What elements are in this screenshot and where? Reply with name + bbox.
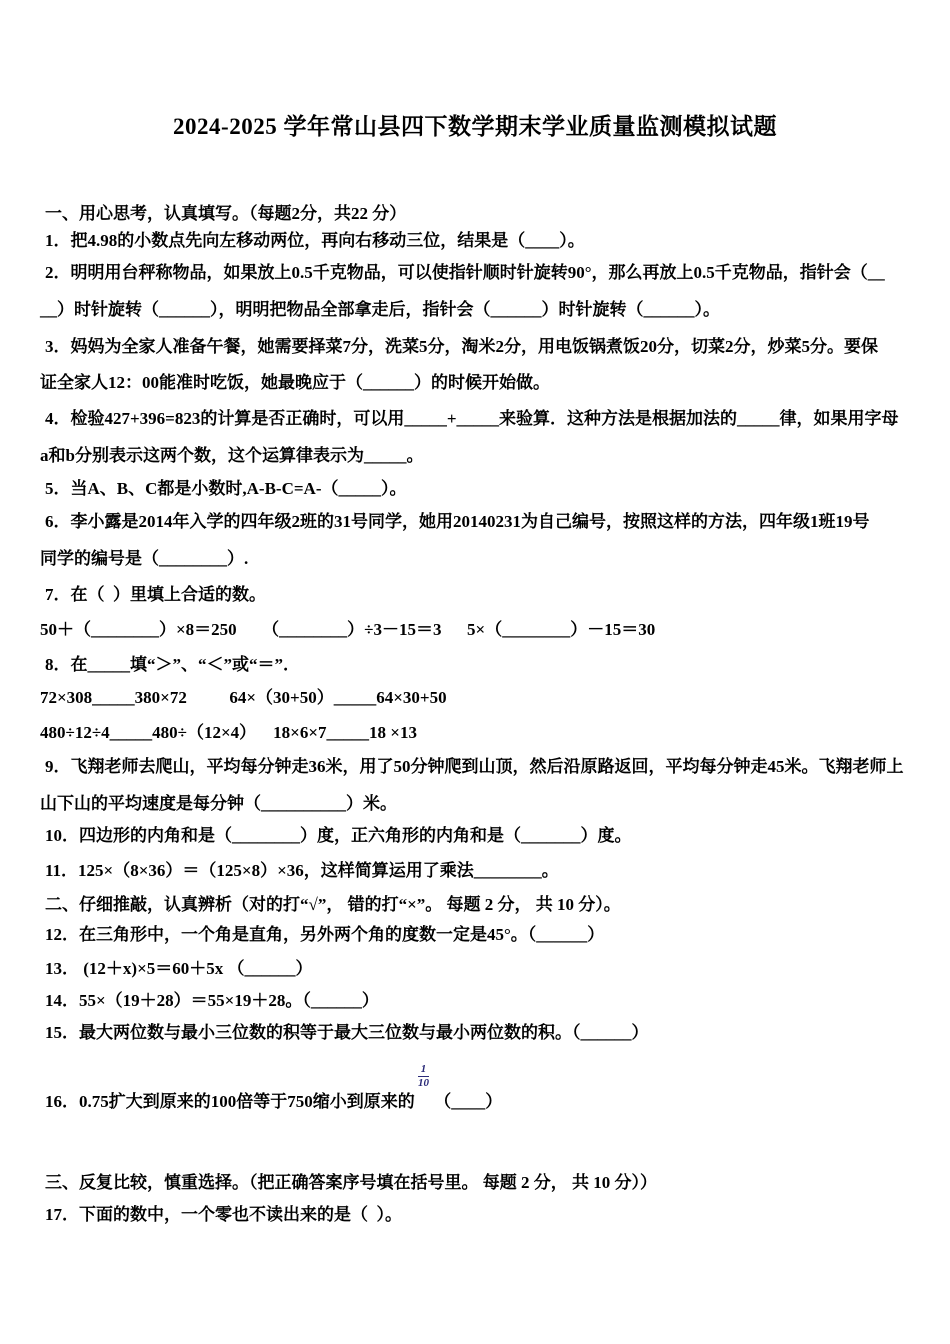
question-17: 17．下面的数中，一个零也不读出来的是（ ）。 (45, 1205, 402, 1224)
question-2-line-2: __）时针旋转（______），明明把物品全部拿走后，指针会（______）时针旋转（______）。 (40, 300, 720, 319)
exam-title: 2024-2025 学年常山县四下数学期末学业质量监测模拟试题 (173, 114, 777, 139)
question-9-line-1: 9．飞翔老师去爬山，平均每分钟走36米，用了50分钟爬到山顶，然后沿原路返回，平均每分钟走45米。飞翔老师上 (45, 757, 904, 776)
question-3-line-1: 3．妈妈为全家人准备午餐，她需要择菜7分，洗菜5分，淘米2分，用电饭锅煮饭20分，切菜2分，炒菜5分。要保 (45, 337, 878, 356)
question-4-line-2: a和b分别表示这两个数，这个运算律表示为_____。 (40, 446, 424, 465)
question-8-line-2: 480÷12÷4_____480÷（12×4） 18×6×7_____18 ×13 (40, 723, 417, 742)
question-1: 1．把4.98的小数点先向左移动两位，再向右移动三位，结果是（____）。 (45, 231, 585, 250)
question-16-fraction (418, 1064, 430, 1089)
question-8-line-1: 72×308_____380×72 64×（30+50）_____64×30+50 (40, 688, 447, 707)
fraction-numerator: 1 (418, 1064, 430, 1077)
fraction-denominator: 10 (418, 1077, 429, 1089)
question-11: 11．125×（8×36）＝（125×8）×36，这样简算运用了乘法________。 (45, 861, 559, 880)
question-13: 13． (12＋x)×5＝60＋5x （______） (45, 959, 313, 978)
question-4-line-1: 4．检验427+396=823的计算是否正确时，可以用_____+_____来验算．这种方法是根据加法的_____律，如果用字母 (45, 409, 899, 428)
section-3-header: 三、反复比较，慎重选择。（把正确答案序号填在括号里。 每题 2 分， 共 10 分）） (45, 1173, 657, 1192)
question-15: 15．最大两位数与最小三位数的积等于最大三位数与最小两位数的积。（______） (45, 1023, 649, 1042)
question-6-line-2: 同学的编号是（________）. (40, 549, 249, 568)
question-16-suffix: （____） (434, 1092, 503, 1111)
section-1-header: 一、用心思考，认真填写。（每题2分，共22 分） (45, 204, 407, 223)
question-14: 14．55×（19＋28）＝55×19＋28。（______） (45, 991, 379, 1010)
question-12: 12．在三角形中，一个角是直角，另外两个角的度数一定是45°。（______） (45, 925, 605, 944)
question-16-prefix: 16．0.75扩大到原来的100倍等于750缩小到原来的 (45, 1092, 415, 1111)
question-16 (45, 1063, 503, 1113)
question-5: 5．当A、B、C都是小数时,A-B-C=A-（_____）。 (45, 479, 407, 498)
question-8: 8．在_____填“＞”、“＜”或“＝”． (45, 655, 300, 674)
section-2-header: 二、仔细推敲，认真辨析（对的打“√”， 错的打“×”。 每题 2 分， 共 10 分）。 (45, 895, 621, 914)
question-3-line-2: 证全家人12：00能准时吃饭，她最晚应于（______）的时候开始做。 (40, 373, 550, 392)
question-9-line-2: 山下山的平均速度是每分钟（__________）米。 (40, 794, 397, 813)
question-7: 7．在（ ）里填上合适的数。 (45, 585, 266, 604)
question-10: 10．四边形的内角和是（________）度，正六角形的内角和是（_______）度。 (45, 826, 632, 845)
question-2-line-1: 2．明明用台秤称物品，如果放上0.5千克物品，可以使指针顺时针旋转90°，那么再放上0.5千克物品，指针会（__ (45, 263, 885, 282)
question-7-equations: 50＋（________）×8＝250 （________）÷3－15＝3 5×（________）－15＝30 (40, 620, 656, 639)
question-6-line-1: 6．李小露是2014年入学的四年级2班的31号同学，她用20140231为自己编号，按照这样的方法，四年级1班19号 (45, 512, 870, 531)
